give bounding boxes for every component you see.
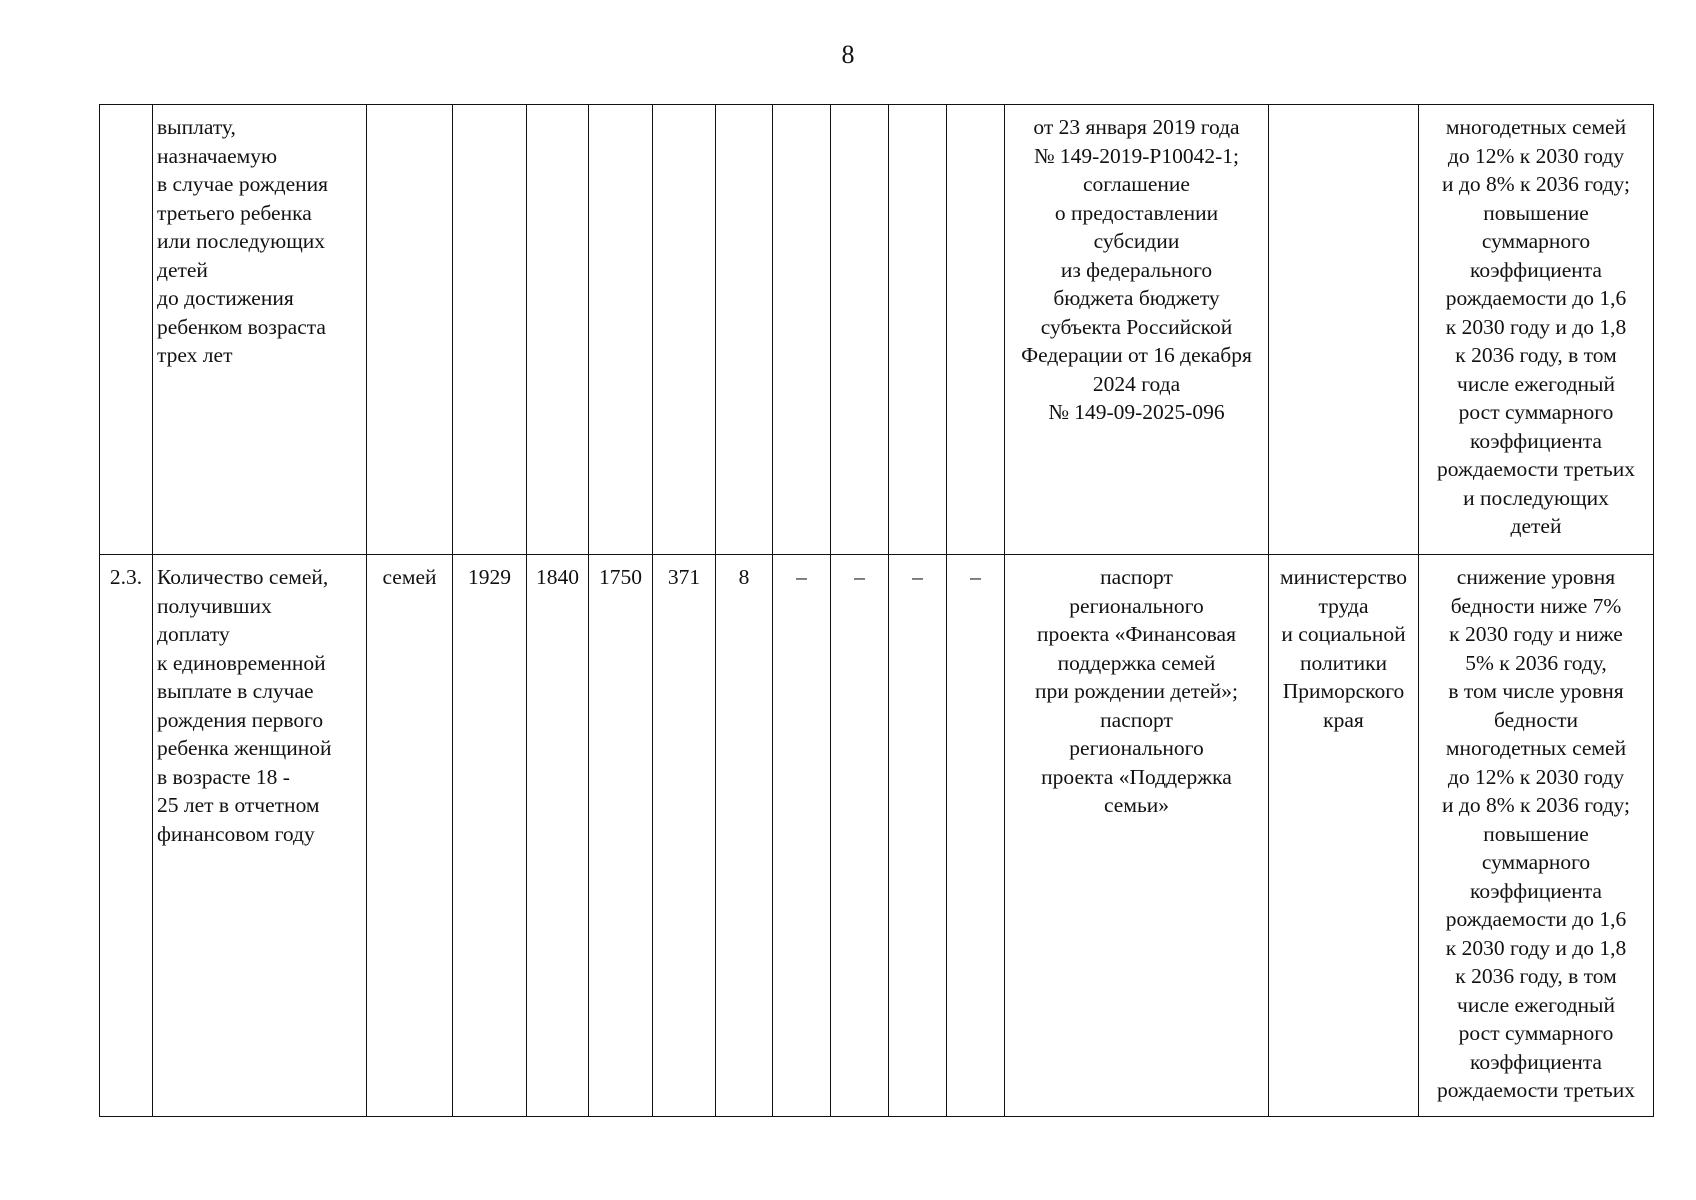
text-line: проекта «Поддержка bbox=[1041, 764, 1232, 789]
value-cell bbox=[889, 105, 947, 555]
text-line: доплату bbox=[157, 622, 230, 646]
text-line: назначаемую bbox=[157, 143, 278, 168]
text-line: 5% к 2036 году, bbox=[1465, 650, 1607, 675]
value-cell bbox=[947, 105, 1005, 555]
value-cell: 8 bbox=[716, 555, 773, 1117]
text-line: министерство bbox=[1279, 565, 1408, 589]
text-line: семьи» bbox=[1103, 793, 1169, 817]
text-line: 2024 года bbox=[1092, 371, 1181, 396]
text-line: рождения первого bbox=[157, 707, 324, 732]
text-line: соглашение bbox=[1083, 172, 1190, 196]
source-document-cell bbox=[1005, 555, 1269, 1117]
row-number-cell bbox=[100, 105, 153, 555]
value-cell bbox=[773, 105, 831, 555]
value-cell bbox=[453, 105, 527, 555]
text-line: рост суммарного bbox=[1458, 400, 1614, 424]
text-line: № 149-09-2025-096 bbox=[1048, 400, 1225, 424]
text-line: третьего ребенка bbox=[157, 200, 312, 225]
text-line: коэффициента bbox=[1470, 1049, 1602, 1074]
text-line: Федерации от 16 декабря bbox=[1021, 343, 1252, 367]
text-line: рост суммарного bbox=[1458, 1021, 1614, 1045]
text-line: до 12% к 2030 году bbox=[1447, 143, 1625, 168]
text-line: бедности ниже 7% bbox=[1450, 593, 1622, 618]
value-cell: – bbox=[947, 555, 1005, 1117]
value-cell bbox=[716, 105, 773, 555]
text-line: к 2030 году и до 1,8 bbox=[1445, 935, 1627, 960]
goal-cell bbox=[1419, 105, 1654, 555]
text-line: снижение уровня bbox=[1456, 565, 1616, 589]
text-line: финансовом году bbox=[157, 821, 315, 846]
text-line: при рождении детей»; bbox=[1035, 679, 1238, 703]
text-line: в случае рождения bbox=[157, 172, 329, 196]
unit-cell bbox=[367, 105, 453, 555]
text-line: бедности bbox=[1493, 707, 1579, 732]
text-line: рождаемости до 1,6 bbox=[1445, 286, 1627, 310]
table-row bbox=[100, 105, 1654, 555]
text-line: к 2036 году, в том bbox=[1455, 964, 1617, 988]
text-line: выплате в случае bbox=[157, 679, 314, 703]
text-line: ребенка женщиной bbox=[157, 736, 332, 760]
indicator-name-cell bbox=[153, 555, 367, 1117]
text-line: к 2030 году и до 1,8 bbox=[1445, 314, 1627, 339]
text-line: коэффициента bbox=[1470, 428, 1602, 453]
text-line: и до 8% к 2036 году; bbox=[1442, 172, 1630, 196]
text-line: рождаемости третьих bbox=[1437, 1078, 1635, 1102]
value-cell bbox=[527, 105, 589, 555]
row-number-cell: 2.3. bbox=[100, 555, 153, 1117]
value-cell bbox=[831, 105, 889, 555]
text-line: повышение bbox=[1483, 821, 1589, 846]
text-line: края bbox=[1323, 707, 1364, 732]
text-line: выплату, bbox=[157, 115, 236, 139]
text-line: получивших bbox=[157, 593, 272, 618]
text-line: в возрасте 18 - bbox=[157, 764, 290, 789]
source-document-cell bbox=[1005, 105, 1269, 555]
text-line: и последующих bbox=[1463, 485, 1609, 510]
text-line: и до 8% к 2036 году; bbox=[1442, 793, 1630, 817]
text-line: детей bbox=[1510, 514, 1562, 538]
text-line: рождаемости до 1,6 bbox=[1445, 907, 1627, 931]
page-number: 8 bbox=[841, 40, 855, 69]
text-line: коэффициента bbox=[1470, 257, 1602, 282]
text-line: о предоставлении bbox=[1054, 200, 1219, 225]
text-line: паспорт bbox=[1100, 565, 1173, 589]
text-line: многодетных семей bbox=[1445, 115, 1627, 139]
text-line: к 2036 году, в том bbox=[1455, 343, 1617, 367]
text-line: паспорт bbox=[1100, 707, 1173, 732]
responsible-cell bbox=[1269, 105, 1419, 555]
text-line: суммарного bbox=[1481, 850, 1591, 874]
text-line: проекта «Финансовая bbox=[1037, 622, 1236, 646]
text-line: коэффициента bbox=[1470, 878, 1602, 903]
value-cell: – bbox=[831, 555, 889, 1117]
value-cell: – bbox=[773, 555, 831, 1117]
text-line: бюджета бюджету bbox=[1053, 286, 1220, 310]
goal-cell bbox=[1419, 555, 1654, 1117]
text-line: до 12% к 2030 году bbox=[1447, 764, 1625, 789]
text-line: № 149-2019-Р10042-1; bbox=[1033, 143, 1240, 168]
value-cell: 1840 bbox=[527, 555, 589, 1117]
text-line: поддержка семей bbox=[1057, 650, 1216, 675]
indicator-name-cell bbox=[153, 105, 367, 555]
value-cell: 371 bbox=[653, 555, 716, 1117]
value-cell bbox=[589, 105, 653, 555]
text-line: к единовременной bbox=[157, 650, 326, 675]
text-line: политики bbox=[1299, 650, 1388, 675]
value-cell: – bbox=[889, 555, 947, 1117]
text-line: и социальной bbox=[1281, 622, 1406, 646]
text-line: числе ежегодный bbox=[1457, 371, 1615, 396]
text-line: повышение bbox=[1483, 200, 1589, 225]
value-cell bbox=[653, 105, 716, 555]
table-row bbox=[100, 555, 1654, 1117]
text-line: суммарного bbox=[1481, 229, 1591, 253]
text-line: ребенком возраста bbox=[157, 314, 326, 339]
text-line: до достижения bbox=[157, 286, 294, 310]
text-line: Количество семей, bbox=[157, 565, 329, 589]
unit-cell: семей bbox=[367, 555, 453, 1117]
text-line: числе ежегодный bbox=[1457, 992, 1615, 1017]
responsible-cell bbox=[1269, 555, 1419, 1117]
text-line: субсидии bbox=[1093, 229, 1180, 253]
text-line: многодетных семей bbox=[1445, 736, 1627, 760]
text-line: субъекта Российской bbox=[1040, 314, 1233, 339]
value-cell: 1750 bbox=[589, 555, 653, 1117]
text-line: Приморского bbox=[1282, 679, 1405, 703]
text-line: из федерального bbox=[1060, 257, 1213, 282]
text-line: детей bbox=[157, 257, 208, 282]
text-line: от 23 января 2019 года bbox=[1033, 115, 1240, 139]
text-line: труда bbox=[1318, 593, 1369, 618]
text-line: регионального bbox=[1069, 736, 1204, 760]
value-cell: 1929 bbox=[453, 555, 527, 1117]
text-line: трех лет bbox=[157, 343, 233, 367]
text-line: регионального bbox=[1069, 593, 1204, 618]
text-line: или последующих bbox=[157, 229, 326, 253]
indicators-table bbox=[99, 104, 1654, 1117]
text-line: к 2030 году и ниже bbox=[1449, 622, 1623, 646]
text-line: в том числе уровня bbox=[1448, 679, 1624, 703]
text-line: рождаемости третьих bbox=[1437, 457, 1635, 481]
text-line: 25 лет в отчетном bbox=[157, 793, 320, 817]
